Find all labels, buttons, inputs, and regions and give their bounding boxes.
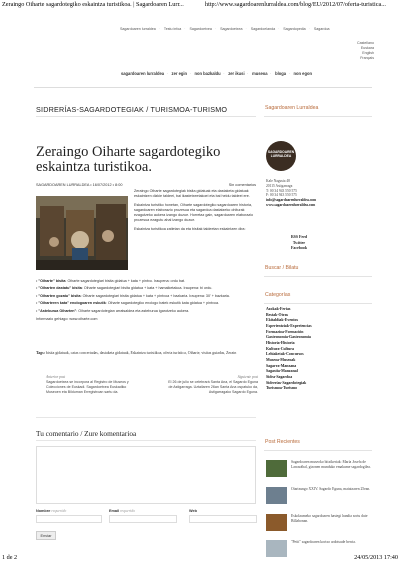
mainnav-link[interactable]: museoa	[252, 71, 268, 76]
category-link[interactable]: Sagarra-Manzana	[266, 363, 297, 368]
intro-paragraph: Eskaintza turistiko honetan, Oiharte sagardotegiko sagardoaren historia, sagardoaren elaborazio prozesua eta sagardoa dastatzeko ohiturak ezagutzeko aukera izango duzue. Horretaz gain, sagardoaren elaborazio prozesua ezagutu ahal izango duzue.	[134, 202, 254, 223]
category-link[interactable]: Turismoa-Turismo	[266, 386, 298, 391]
offer-item: • "Asteburua Oiharten": Oiharte sagardotegian arratsaldea eta asteburua igarotzeko aukera.	[36, 308, 190, 313]
site-logo[interactable]: SAGARDOAREN LURRALDEA	[266, 141, 296, 171]
cider-house-photo-graphic	[36, 196, 128, 270]
post-navigation	[36, 375, 258, 415]
offer-text: : Oiharte sagardotegiko enologo batek eskutik kata gidatua + pintxoa.	[105, 301, 220, 306]
email-link[interactable]: info@sagardoarenlurraldea.com	[266, 198, 317, 203]
intro-paragraph: Eskaintza turistikoa zatietan da eta bisitak taldeetan eskaintzen dira:	[134, 226, 246, 231]
name-input[interactable]	[36, 515, 102, 523]
topnav-link[interactable]: Sagardoetxea	[220, 27, 243, 31]
mainnav-link[interactable]: sagardoaren lurraldea	[121, 71, 165, 76]
website-link[interactable]: www.sagardoarenlurraldea.com	[266, 202, 316, 207]
post-byline: SAGARDOAREN LURRALDEA • 16/07/2012 • 8:00	[36, 183, 123, 187]
phone-line: T: 00 34 943 550 575	[266, 188, 297, 193]
category-link[interactable]: Formazioa-Formación	[266, 329, 304, 334]
language-link[interactable]: English	[362, 51, 374, 55]
language-link[interactable]: Français	[360, 56, 374, 60]
top-navigation: Sagardoaren lurraldea · Testu infoa · Sagardoetxea · Sagardoetxea · Sagardoelanda · Sagardopedia · Sagardoa	[120, 27, 330, 31]
sidebar-heading: Post Recientes	[265, 439, 300, 445]
web-label: Web	[189, 509, 197, 513]
sidebar-heading: Categorías	[265, 292, 291, 298]
facebook-link[interactable]: Facebook	[291, 246, 307, 251]
offer-item: • "Oiharte" bisita: Oiharte sagardotegiari bisita gidatua + kata + pintxo. Iraupena: ordu bat.	[36, 279, 186, 283]
sidebar-heading: Buscar / Bilatu	[265, 265, 299, 271]
topnav-link[interactable]: Sagardoetxea	[189, 27, 212, 31]
address-line: 20115 Astigarraga	[266, 183, 293, 188]
print-page-number: 1 de 2	[2, 554, 18, 561]
divider	[36, 116, 256, 117]
recent-post-thumbnail[interactable]	[266, 487, 287, 504]
social-links	[279, 235, 319, 252]
print-header	[2, 1, 398, 11]
category-link[interactable]: Historia-Historia	[266, 340, 295, 345]
fax-line: F: 00 34 943 550 575	[266, 193, 297, 198]
post-tags	[36, 351, 256, 356]
previous-post-label: Anterior post	[46, 375, 66, 379]
language-link[interactable]: Castellano	[357, 41, 374, 45]
offer-name: "Oiharteren kata" enologoaren eskutik	[38, 301, 106, 306]
next-post-text[interactable]: El 26 de julio se celebrará Santa Ana, el Sagardo Eguna de Astigarraga. Uztailaren 26an Santa Ana ospatuko da, Astigarragako Sagardo Eguna.	[168, 380, 258, 394]
name-label: Nombre requerido	[36, 509, 67, 513]
offer-name: "Oiharten gozatu" bisita	[38, 293, 81, 298]
mainnav-link[interactable]: non egon	[293, 71, 312, 76]
divider	[264, 276, 372, 277]
post-intro	[134, 189, 256, 235]
category-link[interactable]: Museoa-Museoak	[266, 357, 296, 362]
category-link[interactable]: Sidrerías-Sagardotegiak	[266, 380, 307, 385]
mainnav-link[interactable]: zer ikusi	[228, 71, 245, 76]
offer-text: : Oiharte sagardotegian arratsaldea eta asteburua igarotzeko aukera.	[76, 308, 190, 313]
send-button[interactable]: Enviar	[36, 531, 56, 540]
recent-post-title[interactable]: Eskolaumeko sagardoaren hastegi handia sortu dute Billabonan.	[291, 514, 368, 523]
main-navigation: sagardoaren lurraldea · zer egin · non bazkaldu · zer ikusi · museoa · bloga · non egon	[121, 71, 312, 76]
print-footer	[2, 554, 398, 563]
intro-paragraph: Zeraingo Oiharte sagardotegiak bisita gidatuak eta dastaketa gidatuak eskaintzen dizkie taldeei, bai ikastetxeetakoei eta bai heldu taldeei ere.	[134, 189, 250, 199]
contact-info	[266, 179, 370, 208]
category-link[interactable]: Kultura-Cultura	[266, 346, 294, 351]
comment-textarea[interactable]	[36, 446, 256, 504]
topnav-link[interactable]: Sagardoelanda	[250, 27, 276, 31]
tags-label: Tags:	[36, 351, 45, 355]
category-link[interactable]: Ekitaldiak-Eventos	[266, 318, 298, 323]
offer-name: "Asteburua Oiharten"	[38, 308, 77, 313]
offer-item: • "Oiharten gozatu" bisita: Oiharte sagardotegiari bisita gidatua + kata + pintxoa + bazkaria. Iraupena: 30' + bazkaria.	[36, 293, 230, 298]
recent-post-thumbnail[interactable]	[266, 460, 287, 477]
previous-post-text[interactable]: Sagardoetxea se incorpora al Registro de Museos y Colecciones de Euskadi. Sagardoetxea Euskadiko Museoen eta Bilduman Erregistroan sartu da.	[46, 380, 129, 394]
next-post-label: Siguiente post	[237, 375, 258, 379]
tags-list[interactable]: bisita gidatuak, catas concertadas, dastaketa gidatuak, Eskaintza turistikoa, oferta turística, Oiharte, visitas guiadas, Zerain	[45, 351, 237, 355]
offer-text: : Oiharte sagardotegiari bisita gidatua + kata + hamaiketakoa. Iraupena: bi ordu.	[81, 286, 213, 291]
category-link[interactable]: Bestak-Otras	[266, 312, 289, 317]
category-link[interactable]: Lehiaketak-Concursos	[266, 352, 304, 357]
address-line: Kale Nagusia 48	[266, 179, 290, 183]
divider	[264, 303, 372, 304]
divider	[264, 116, 372, 117]
offer-name: "Oiharten dastatu" bisita	[38, 286, 82, 291]
post-meta	[36, 183, 256, 187]
category-link[interactable]: Sagastia-Manzanal	[266, 369, 298, 374]
comment-heading: Tu comentario / Zure komentarioa	[36, 429, 137, 438]
category-link[interactable]: Azokak-Ferias	[266, 307, 291, 311]
divider	[36, 440, 256, 441]
offer-item: • "Oiharten dastatu" bisita: Oiharte sagardotegiari bisita gidatua + kata + hamaiketakoa. Iraupena: bi ordu.	[36, 286, 213, 291]
web-field-group	[189, 509, 197, 513]
post-body	[36, 279, 258, 325]
category-link[interactable]: Esperientziak-Experiencias	[266, 323, 312, 328]
mainnav-link[interactable]: zer egin	[171, 71, 188, 76]
topnav-link[interactable]: Testu infoa	[163, 27, 182, 31]
language-switcher	[344, 41, 374, 61]
sidebar-heading: Sagardoaren Lurraldea	[265, 105, 319, 111]
topnav-link[interactable]: Sagardoaren lurraldea	[120, 27, 156, 31]
post-photo[interactable]	[36, 196, 128, 270]
mainnav-link[interactable]: non bazkaldu	[194, 71, 221, 76]
recent-post-title[interactable]: "Petit" sagardoaren kortxo ardotsude berria.	[291, 540, 356, 544]
offer-text: : Oiharte sagardotegiari bisita gidatua + kata + pintxo. Iraupena: ordu bat.	[65, 279, 186, 283]
offer-name: "Oiharte" bisita	[38, 279, 66, 283]
divider	[264, 450, 372, 451]
topnav-link[interactable]: Sagardopedia	[283, 27, 306, 31]
mainnav-link[interactable]: bloga	[275, 71, 287, 76]
divider	[36, 417, 256, 418]
web-input[interactable]	[189, 515, 257, 523]
print-title: Zeraingo Oiharte sagardotegiko eskaintza turistikoa. | Sagardoaren Lurr...	[2, 1, 184, 8]
category-list	[266, 307, 370, 392]
category-link[interactable]: Gastronomia-Gastronomía	[266, 335, 311, 340]
email-field-group	[109, 509, 135, 513]
recent-post[interactable]	[266, 487, 372, 511]
print-datetime: 24/05/2013 17:40	[354, 554, 398, 561]
email-input[interactable]	[109, 515, 177, 523]
print-url: http://www.sagardoarenlurraldea.com/blog/EU/2012/07/oferta-turistica...	[205, 1, 386, 8]
name-field-group	[36, 509, 66, 513]
post-title[interactable]: Zeraingo Oiharte sagardotegiko eskaintza turistikoa.	[36, 144, 221, 175]
offer-text: : Oiharte sagardotegiari bisita gidatua + kata + pintxoa + bazkaria. Iraupena: 30' + bazkaria.	[80, 293, 230, 298]
more-info-link[interactable]: Informazio gehiago: www.oiharte.com	[36, 317, 98, 322]
language-link[interactable]: Euskara	[360, 46, 374, 50]
email-label: Email requerido	[109, 509, 136, 513]
topnav-link[interactable]: Sagardoa	[313, 27, 330, 31]
next-post[interactable]	[166, 375, 258, 395]
breadcrumb[interactable]: SIDRERÍAS-SAGARDOTEGIAK / TURISMOA-TURISMO	[36, 105, 228, 114]
category-link[interactable]: Sidra-Sagardoa	[266, 374, 293, 379]
recent-post[interactable]	[266, 460, 372, 484]
recent-post-thumbnail[interactable]	[266, 514, 287, 531]
recent-post[interactable]	[266, 514, 372, 538]
twitter-link[interactable]: Twitter	[292, 240, 306, 245]
comments-link[interactable]: Sin comentarios	[228, 183, 256, 187]
previous-post[interactable]	[46, 375, 136, 395]
recent-post-title[interactable]: Sagardoaren museoko bitxikeriak: María Josefa de Larrazábal, gizonen munduko emakume sagardogilea.	[291, 460, 371, 469]
recent-post-title[interactable]: Oiartzungo XXIV. Sagardo Eguna, maiatzaren 25ean.	[291, 487, 371, 491]
offer-item: • "Oiharteren kata" enologoaren eskutik: Oiharte sagardotegiko enologo batek eskutik kata gidatua + pintxoa.	[36, 301, 220, 306]
rss-link[interactable]: RSS Feed	[290, 235, 308, 239]
divider	[34, 87, 372, 88]
